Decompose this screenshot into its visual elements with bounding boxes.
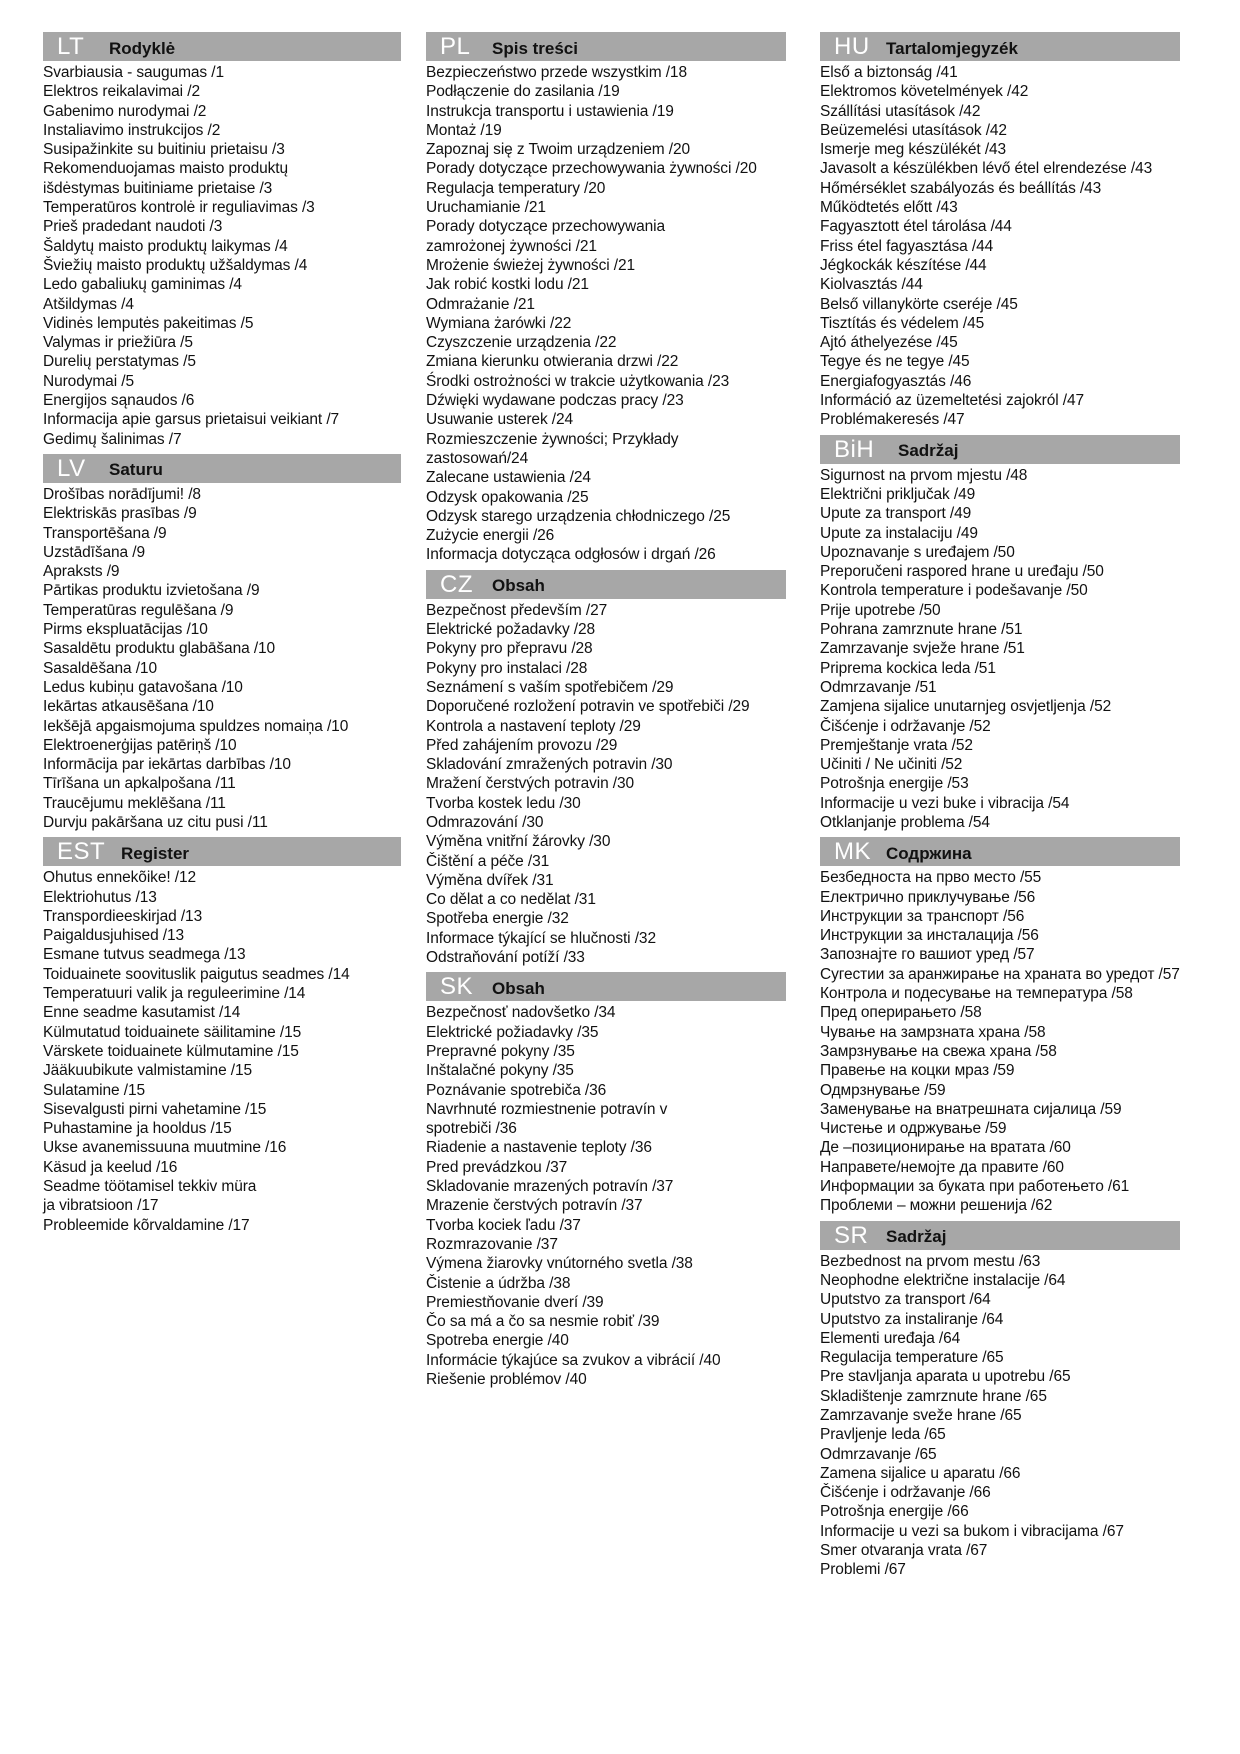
toc-entry: Spotřeba energie /32: [426, 910, 569, 928]
toc-entry: Potrošnja energije /66: [820, 1503, 969, 1521]
toc-entry: išdėstymas buitiniame prietaise /3: [43, 179, 273, 197]
section-title: Obsah: [492, 978, 545, 998]
toc-section-lv: [43, 454, 401, 832]
toc-entry: Transpordieeskirjad /13: [43, 907, 203, 925]
toc-entry: Tvorba kostek ledu /30: [426, 794, 581, 812]
toc-section-pl: [426, 32, 786, 565]
toc-entry: Elektrické požiadavky /35: [426, 1023, 599, 1041]
toc-entry: Rozmieszczenie żywności; Przykłady: [426, 430, 679, 448]
toc-entry: Tīrīšana un apkalpošana /11: [43, 775, 236, 793]
toc-entry: Javasolt a készülékben lévő étel elrendezése /43: [820, 160, 1153, 178]
toc-entry: Co dělat a co nedělat /31: [426, 891, 596, 909]
toc-entry: Učiniti / Ne učiniti /52: [820, 756, 963, 774]
toc-entry: Безбедноста на прво место /55: [820, 869, 1042, 887]
toc-entry: Traucējumu meklēšana /11: [43, 794, 226, 812]
toc-entry: Kontrola temperature i podešavanje /50: [820, 582, 1088, 600]
section-header: [820, 435, 1180, 464]
toc-entry: Zamrzavanje svježe hrane /51: [820, 640, 1025, 658]
toc-entry: Čistenie a údržba /38: [426, 1274, 571, 1292]
toc-entry: Inštalačné pokyny /35: [426, 1062, 574, 1080]
toc-entry: zamrożonej żywności /21: [426, 237, 597, 255]
toc-entry: Vidinės lemputės pakeitimas /5: [43, 314, 254, 332]
section-header: [820, 1221, 1180, 1250]
toc-entry: Működtetés előtt /43: [820, 199, 958, 217]
toc-entry: Pred prevádzkou /37: [426, 1158, 568, 1176]
toc-entry: Priprema kockica leda /51: [820, 659, 996, 677]
toc-entry: Usuwanie usterek /24: [426, 411, 574, 429]
toc-entry: Prieš pradedant naudoti /3: [43, 218, 223, 236]
language-code: MK: [834, 838, 871, 866]
toc-entry: Preporučeni raspored hrane u uređaju /50: [820, 563, 1104, 581]
toc-entry: Sigurnost na prvom mjestu /48: [820, 466, 1028, 484]
language-code: SK: [440, 973, 474, 1001]
toc-entry: Bezpečnosť nadovšetko /34: [426, 1004, 616, 1022]
toc-entry: Čištění a péče /31: [426, 852, 550, 870]
toc-entry: Замрзнување на свежа храна /58: [820, 1042, 1057, 1060]
toc-entry: Susipažinkite su buitiniu prietaisu /3: [43, 141, 285, 159]
language-code: LT: [57, 33, 85, 60]
toc-entry: Temperatūros kontrolė ir reguliavimas /3: [43, 199, 315, 217]
toc-entry: Neophodne električne instalacije /64: [820, 1271, 1066, 1289]
toc-entry: Čišćenje i održavanje /66: [820, 1484, 991, 1502]
toc-entry: Čo sa má a čo sa nesmie robiť /39: [426, 1313, 660, 1331]
toc-entry: Инструкции за транспорт /56: [820, 907, 1025, 925]
toc-entry: Elektromos követelmények /42: [820, 83, 1029, 101]
toc-entry: Rozmrazovanie /37: [426, 1235, 558, 1253]
section-header: [426, 32, 786, 61]
toc-entry: Informacja dotycząca odgłosów i drgań /26: [426, 546, 716, 564]
toc-entry: Odmrazování /30: [426, 813, 544, 831]
toc-entry: Potrošnja energije /53: [820, 775, 969, 793]
toc-entry: Zamena sijalice u aparatu /66: [820, 1464, 1021, 1482]
toc-entry: Informacija apie garsus prietaisui veikiant /7: [43, 411, 340, 429]
toc-entry: Пред оперирањето /58: [820, 1004, 982, 1022]
toc-entry: Seadme töötamisel tekkiv müra: [43, 1178, 257, 1196]
column-1: [43, 32, 401, 1240]
toc-entry: Pokyny pro přepravu /28: [426, 640, 593, 658]
toc-entry: Проблеми – можни решенија /62: [820, 1197, 1053, 1215]
toc-entry: Zmiana kierunku otwierania drzwi /22: [426, 353, 679, 371]
toc-entry: ja vibratsioon /17: [43, 1197, 159, 1215]
toc-entry: Atšildymas /4: [43, 295, 134, 313]
toc-entry: Výměna dvířek /31: [426, 871, 554, 889]
toc-entry: Ajtó áthelyezése /45: [820, 334, 958, 352]
toc-entry: Seznámení s vaším spotřebičem /29: [426, 678, 674, 696]
toc-entry: Uputstvo za instaliranje /64: [820, 1310, 1004, 1328]
toc-entry: Elektroenerģijas patēriņš /10: [43, 736, 237, 754]
toc-entry: Otklanjanje problema /54: [820, 813, 990, 831]
toc-entry: Ukse avanemissuuna muutmine /16: [43, 1139, 287, 1157]
toc-entry: Výměna vnitřní žárovky /30: [426, 833, 611, 851]
toc-entry: Uputstvo za transport /64: [820, 1291, 991, 1309]
toc-entry: Skladovanie mrazených potravín /37: [426, 1178, 674, 1196]
toc-entry: Sasaldēšana /10: [43, 659, 157, 677]
toc-entry: Szállítási utasítások /42: [820, 102, 981, 120]
toc-entry: Odzysk opakowania /25: [426, 488, 589, 506]
toc-entry: Pohrana zamrznute hrane /51: [820, 621, 1023, 639]
toc-entry: Elementi uređaja /64: [820, 1329, 961, 1347]
toc-entry: Pokyny pro instalaci /28: [426, 659, 588, 677]
toc-entry: Hőmérséklet szabályozás és beállítás /43: [820, 179, 1102, 197]
section-title: Rodyklė: [109, 38, 176, 58]
toc-entry: Rekomenduojamas maisto produktų: [43, 160, 289, 178]
toc-entry: Zalecane ustawienia /24: [426, 469, 591, 487]
toc-entry: Külmutatud toiduainete säilitamine /15: [43, 1023, 302, 1041]
toc-entry: Čišćenje i održavanje /52: [820, 717, 991, 735]
toc-entry: Kiolvasztás /44: [820, 276, 923, 294]
toc-entry: Elektriohutus /13: [43, 888, 157, 906]
section-header: [43, 454, 401, 483]
toc-entry: Dźwięki wydawane podczas pracy /23: [426, 392, 684, 410]
toc-section-sk: [426, 972, 786, 1389]
toc-entry: Odmrzavanje /65: [820, 1445, 937, 1463]
language-code: PL: [440, 33, 471, 60]
toc-entry: Pirms ekspluatācijas /10: [43, 621, 208, 639]
toc-entry: Temperatūras regulēšana /9: [43, 601, 234, 619]
toc-entry: Elektros reikalavimai /2: [43, 83, 200, 101]
language-code: EST: [57, 838, 106, 866]
toc-entry: Заменување на внатрешната сијалица /59: [820, 1100, 1122, 1118]
toc-entry: Skladování zmražených potravin /30: [426, 756, 673, 774]
toc-entry: Enne seadme kasutamist /14: [43, 1004, 241, 1022]
toc-section-lt: [43, 32, 401, 449]
section-header: [43, 837, 401, 866]
toc-entry: Šaldytų maisto produktų laikymas /4: [43, 237, 288, 255]
section-title: Register: [121, 843, 190, 863]
toc-entry: Smer otvaranja vrata /67: [820, 1542, 988, 1560]
toc-entry: Šviežių maisto produktų užšaldymas /4: [43, 256, 308, 274]
language-code: BiH: [834, 435, 875, 463]
toc-section-hu: [820, 32, 1180, 430]
toc-entry: Informace týkající se hlučnosti /32: [426, 929, 656, 947]
section-header: [426, 972, 786, 1001]
toc-entry: Výmena žiarovky vnútorného svetla /38: [426, 1255, 693, 1273]
toc-entry: Iekšējā apgaismojuma spuldzes nomaiņa /10: [43, 717, 349, 735]
section-title: Saturu: [109, 460, 163, 480]
toc-entry: Toiduainete soovituslik paigutus seadmes /14: [43, 965, 350, 983]
toc-entry: Mrazenie čerstvých potravín /37: [426, 1197, 643, 1215]
toc-entry: Mražení čerstvých potravin /30: [426, 775, 635, 793]
toc-entry: Elektrické požadavky /28: [426, 621, 596, 639]
toc-entry: zastosowań/24: [426, 449, 529, 467]
toc-entry: Tvorba kociek ľadu /37: [426, 1216, 581, 1234]
section-title: Obsah: [492, 576, 545, 596]
toc-entry: Temperatuuri valik ja reguleerimine /14: [43, 985, 306, 1003]
toc-entry: Środki ostrożności w trakcie użytkowania /23: [426, 372, 730, 390]
language-code: LV: [57, 454, 86, 482]
toc-entry: Energijos sąnaudos /6: [43, 392, 195, 410]
toc-entry: Jégkockák készítése /44: [820, 256, 987, 274]
toc-entry: Montaż /19: [426, 121, 502, 139]
toc-entry: Инструкции за инсталација /56: [820, 927, 1039, 945]
toc-entry: Durvju pakāršana uz citu pusi /11: [43, 813, 268, 831]
toc-entry: Pre stavljanja aparata u upotrebu /65: [820, 1368, 1071, 1386]
toc-entry: Upoznavanje s uređajem /50: [820, 543, 1015, 561]
language-code: SR: [834, 1221, 869, 1249]
toc-entry: Instaliavimo instrukcijos /2: [43, 121, 221, 139]
toc-entry: Před zahájením provozu /29: [426, 736, 618, 754]
toc-entry: Apraksts /9: [43, 563, 120, 581]
toc-section-est: [43, 837, 401, 1235]
toc-entry: Ledo gabaliukų gaminimas /4: [43, 276, 242, 294]
language-code: HU: [834, 33, 870, 60]
toc-entry: Elektriskās prasības /9: [43, 505, 197, 523]
toc-entry: Bezpieczeństwo przede wszystkim /18: [426, 64, 687, 81]
toc-section-mk: [820, 837, 1180, 1215]
section-header: [43, 32, 401, 61]
toc-entry: Doporučené rozložení potravin ve spotřebiči /29: [426, 698, 750, 716]
toc-entry: Informácie týkajúce sa zvukov a vibrácií /40: [426, 1351, 721, 1369]
toc-entry: Контрола и подесување на температура /58: [820, 985, 1133, 1003]
toc-entry: Odstraňování potíží /33: [426, 949, 585, 967]
toc-entry: Wymiana żarówki /22: [426, 314, 572, 332]
toc-entry: Problemi /67: [820, 1561, 906, 1579]
toc-entry: Regulacija temperature /65: [820, 1349, 1004, 1367]
toc-entry: Instrukcja transportu i ustawienia /19: [426, 102, 674, 120]
section-title: Sadržaj: [886, 1227, 947, 1247]
toc-entry: Električni priključak /49: [820, 485, 976, 503]
toc-entry: Чување на замрзната храна /58: [820, 1023, 1046, 1041]
toc-entry: Svarbiausia - saugumas /1: [43, 64, 225, 81]
toc-entry: Zapoznaj się z Twoim urządzeniem /20: [426, 141, 691, 159]
toc-entry: Upute za instalaciju /49: [820, 524, 978, 542]
toc-entry: Информации за буката при работењето /61: [820, 1178, 1130, 1196]
column-2: [426, 32, 786, 1394]
toc-entry: Правење на коцки мраз /59: [820, 1062, 1015, 1080]
toc-entry: Skladištenje zamrznute hrane /65: [820, 1387, 1047, 1405]
toc-entry: Problémakeresés /47: [820, 411, 965, 429]
toc-entry: Sulatamine /15: [43, 1081, 145, 1099]
toc-entry: Fagyasztott étel tárolása /44: [820, 218, 1012, 236]
section-header: [820, 32, 1180, 61]
toc-entry: Gabenimo nurodymai /2: [43, 102, 207, 120]
toc-entry: Czyszczenie urządzenia /22: [426, 334, 617, 352]
toc-entry: Informācija par iekārtas darbības /10: [43, 756, 291, 774]
toc-entry: Bezpečnost především /27: [426, 601, 608, 619]
toc-entry: Odmrzavanje /51: [820, 678, 937, 696]
toc-entry: Prije upotrebe /50: [820, 601, 941, 619]
section-title: Sadržaj: [898, 441, 959, 461]
toc-entry: Energiafogyasztás /46: [820, 372, 972, 390]
toc-entry: Esmane tutvus seadmega /13: [43, 946, 246, 964]
toc-entry: Zużycie energii /26: [426, 527, 555, 545]
toc-entry: Transportēšana /9: [43, 524, 167, 542]
toc-entry: Első a biztonság /41: [820, 64, 958, 81]
toc-section-sr: [820, 1221, 1180, 1580]
toc-entry: Regulacja temperatury /20: [426, 179, 606, 197]
toc-entry: Podłączenie do zasilania /19: [426, 83, 620, 101]
toc-entry: Сугестии за аранжирање на храната во уредот /57: [820, 965, 1180, 983]
toc-entry: Riešenie problémov /40: [426, 1371, 587, 1388]
toc-entry: Чистење и одржување /59: [820, 1120, 1007, 1138]
toc-entry: Одмрзнување /59: [820, 1081, 946, 1099]
toc-entry: Információ az üzemeltetési zajokról /47: [820, 392, 1085, 410]
toc-entry: Де –позиционирање на вратата /60: [820, 1139, 1071, 1157]
toc-entry: Käsud ja keelud /16: [43, 1158, 178, 1176]
toc-entry: Pārtikas produktu izvietošana /9: [43, 582, 260, 600]
toc-entry: Направете/немојте да правите /60: [820, 1158, 1064, 1176]
section-title: Содржина: [886, 843, 972, 863]
toc-entry: Uruchamianie /21: [426, 199, 546, 217]
toc-entry: Premještanje vrata /52: [820, 736, 973, 754]
toc-entry: Riadenie a nastavenie teploty /36: [426, 1139, 652, 1157]
toc-entry: Premiestňovanie dverí /39: [426, 1293, 604, 1311]
toc-entry: Porady dotyczące przechowywania: [426, 218, 665, 236]
toc-entry: Poznávanie spotrebiča /36: [426, 1081, 607, 1099]
toc-entry: Drošības norādījumi! /8: [43, 485, 201, 503]
toc-entry: Friss étel fagyasztása /44: [820, 237, 994, 255]
language-code: CZ: [440, 570, 473, 598]
toc-entry: Tegye és ne tegye /45: [820, 353, 970, 371]
toc-entry: Ismerje meg készülékét /43: [820, 141, 1007, 159]
toc-entry: Ohutus ennekõike! /12: [43, 869, 197, 887]
toc-entry: Informacije u vezi buke i vibracija /54: [820, 794, 1070, 812]
toc-entry: spotrebiči /36: [426, 1120, 517, 1138]
toc-entry: Sisevalgusti pirni vahetamine /15: [43, 1100, 267, 1118]
toc-entry: Beüzemelési utasítások /42: [820, 121, 1007, 139]
toc-entry: Jak robić kostki lodu /21: [426, 276, 589, 294]
toc-entry: Värskete toiduainete külmutamine /15: [43, 1042, 299, 1060]
toc-entry: Navrhnuté rozmiestnenie potravín v: [426, 1100, 668, 1118]
toc-entry: Zamjena sijalice unutarnjeg osvjetljenja /52: [820, 698, 1112, 716]
toc-entry: Електрично приклучување /56: [820, 888, 1036, 906]
toc-entry: Probleemide kõrvaldamine /17: [43, 1216, 250, 1234]
toc-entry: Jääkuubikute valmistamine /15: [43, 1062, 253, 1080]
toc-entry: Mrożenie świeżej żywności /21: [426, 256, 636, 274]
toc-entry: Belső villanykörte cseréje /45: [820, 295, 1018, 313]
toc-entry: Spotreba energie /40: [426, 1332, 569, 1350]
toc-entry: Kontrola a nastavení teploty /29: [426, 717, 641, 735]
toc-entry: Iekārtas atkausēšana /10: [43, 698, 214, 716]
toc-entry: Valymas ir priežiūra /5: [43, 334, 193, 352]
toc-entry: Informacije u vezi sa bukom i vibracijama /67: [820, 1522, 1124, 1540]
toc-entry: Zamrzavanje sveže hrane /65: [820, 1407, 1022, 1424]
toc-entry: Upute za transport /49: [820, 505, 972, 523]
toc-entry: Sasaldētu produktu glabāšana /10: [43, 640, 276, 658]
toc-entry: Tisztítás és védelem /45: [820, 314, 985, 332]
toc-entry: Odzysk starego urządzenia chłodniczego /25: [426, 507, 731, 525]
column-3: [820, 32, 1180, 1585]
toc-entry: Porady dotyczące przechowywania żywności /20: [426, 160, 757, 178]
section-title: Tartalomjegyzék: [886, 38, 1018, 58]
section-title: Spis treści: [492, 38, 578, 58]
section-header: [426, 570, 786, 599]
toc-section-cz: [426, 570, 786, 968]
toc-entry: Nurodymai /5: [43, 372, 134, 390]
toc-entry: Gedimų šalinimas /7: [43, 430, 182, 448]
section-header: [820, 837, 1180, 866]
toc-entry: Odmrażanie /21: [426, 295, 535, 313]
toc-entry: Ledus kubiņu gatavošana /10: [43, 678, 243, 696]
toc-entry: Durelių perstatymas /5: [43, 353, 196, 371]
toc-entry: Uzstādīšana /9: [43, 543, 145, 561]
toc-section-bih: [820, 435, 1180, 833]
toc-entry: Puhastamine ja hooldus /15: [43, 1120, 232, 1138]
toc-entry: Pravljenje leda /65: [820, 1426, 946, 1444]
toc-entry: Prepravné pokyny /35: [426, 1042, 575, 1060]
toc-entry: Запознајте го вашиот уред /57: [820, 946, 1035, 964]
toc-entry: Bezbednost na prvom mestu /63: [820, 1252, 1041, 1270]
toc-entry: Paigaldusjuhised /13: [43, 927, 185, 945]
